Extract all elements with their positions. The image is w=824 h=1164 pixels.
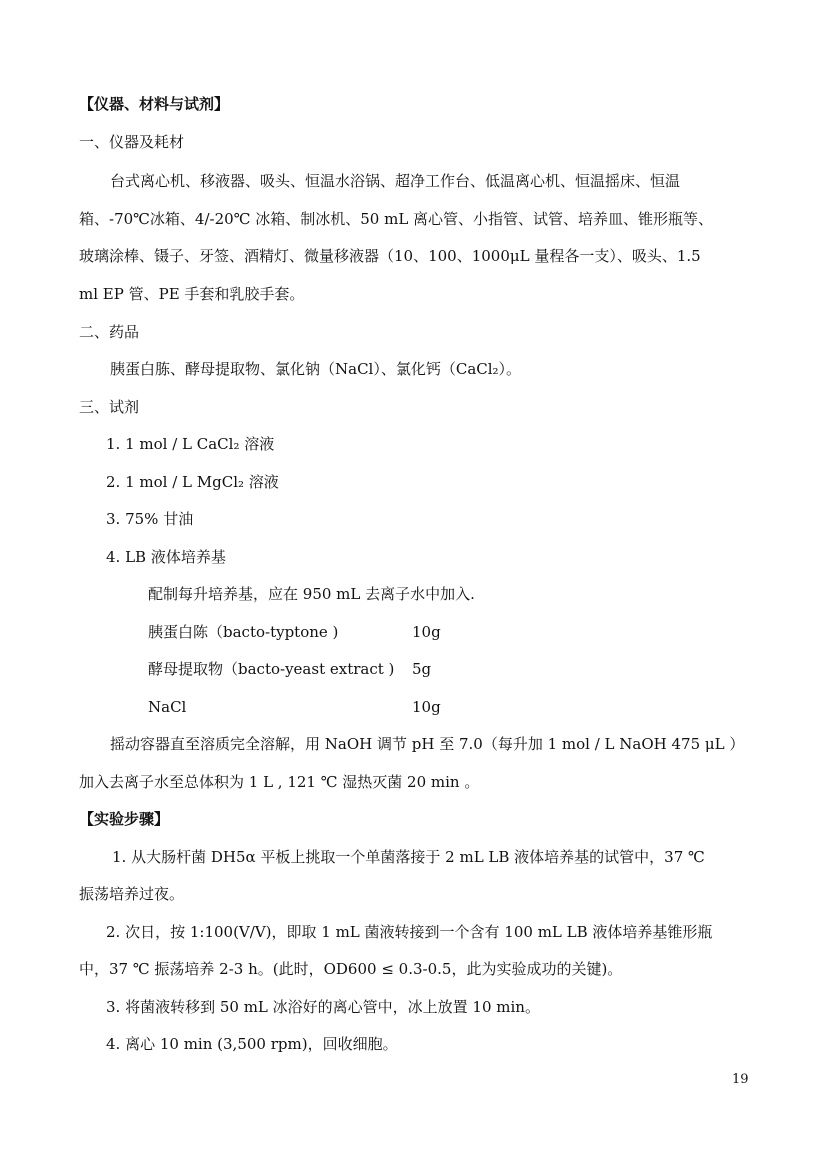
step-2-line-1: 2. 次日，按 1:100(V/V)，即取 1 mL 菌液转接到一个含有 100 mL LB 液体培养基锥形瓶 [106, 923, 713, 941]
lb-instruction-line-1: 摇动容器直至溶质完全溶解，用 NaOH 调节 pH 至 7.0（每升加 1 mol / L NaOH 475 μL ） [110, 735, 745, 753]
lb-row [148, 659, 394, 679]
subsection-title-instruments: 一、仪器及耗材 [79, 133, 185, 151]
lb-row [148, 697, 186, 717]
lb-row-name: NaCl [148, 698, 187, 716]
reagent-item: 4. LB 液体培养基 [106, 548, 226, 566]
reagent-item: 3. 75% 甘油 [106, 510, 194, 528]
lb-row-name: 酵母提取物（bacto-yeast extract ) [148, 660, 395, 678]
section-title-steps: 【实验步骤】 [79, 810, 170, 828]
subsection-title-drugs: 二、药品 [79, 323, 140, 341]
step-4: 4. 离心 10 min (3,500 rpm)，回收细胞。 [106, 1035, 398, 1053]
lb-row-name: 胰蛋白陈（bacto-typtone ) [148, 623, 339, 641]
step-1-line-1: 1. 从大肠杆菌 DH5α 平板上挑取一个单菌落接于 2 mL LB 液体培养基的试管中，37 ℃ [112, 848, 705, 866]
instruments-line-2: 箱、-70℃冰箱、4/-20℃ 冰箱、制冰机、50 mL 离心管、小指管、试管、培养皿、锥形瓶等、 [79, 210, 714, 228]
step-3: 3. 将菌液转移到 50 mL 冰浴好的离心管中，冰上放置 10 min。 [106, 998, 540, 1016]
step-1-line-2: 振荡培养过夜。 [79, 885, 185, 903]
section-title-materials: 【仪器、材料与试剂】 [79, 95, 230, 113]
lb-intro: 配制每升培养基，应在 950 mL 去离子水中加入. [148, 585, 475, 603]
lb-row-amount: 10g [412, 698, 441, 716]
instruments-line-3: 玻璃涂棒、镊子、牙签、酒精灯、微量移液器（10、100、1000μL 量程各一支）、吸头、1.5 [79, 247, 701, 265]
reagent-item: 2. 1 mol / L MgCl₂ 溶液 [106, 473, 279, 491]
subsection-title-reagents: 三、试剂 [79, 398, 140, 416]
page-number: 19 [732, 1072, 749, 1087]
instruments-line-1: 台式离心机、移液器、吸头、恒温水浴锅、超净工作台、低温离心机、恒温摇床、恒温 [110, 172, 681, 190]
reagent-item: 1. 1 mol / L CaCl₂ 溶液 [106, 435, 275, 453]
lb-row-amount: 10g [412, 623, 441, 641]
step-2-line-2: 中，37 ℃ 振荡培养 2-3 h。(此时，OD600 ≤ 0.3-0.5，此为实验成功的关键)。 [79, 960, 623, 978]
lb-instruction-line-2: 加入去离子水至总体积为 1 L , 121 ℃ 湿热灭菌 20 min 。 [79, 773, 480, 791]
lb-row [148, 622, 338, 642]
lb-row-amount: 5g [412, 660, 432, 678]
instruments-line-4: ml EP 管、PE 手套和乳胶手套。 [79, 285, 305, 303]
drugs-text: 胰蛋白胨、酵母提取物、氯化钠（NaCl）、氯化钙（CaCl₂）。 [110, 360, 522, 378]
